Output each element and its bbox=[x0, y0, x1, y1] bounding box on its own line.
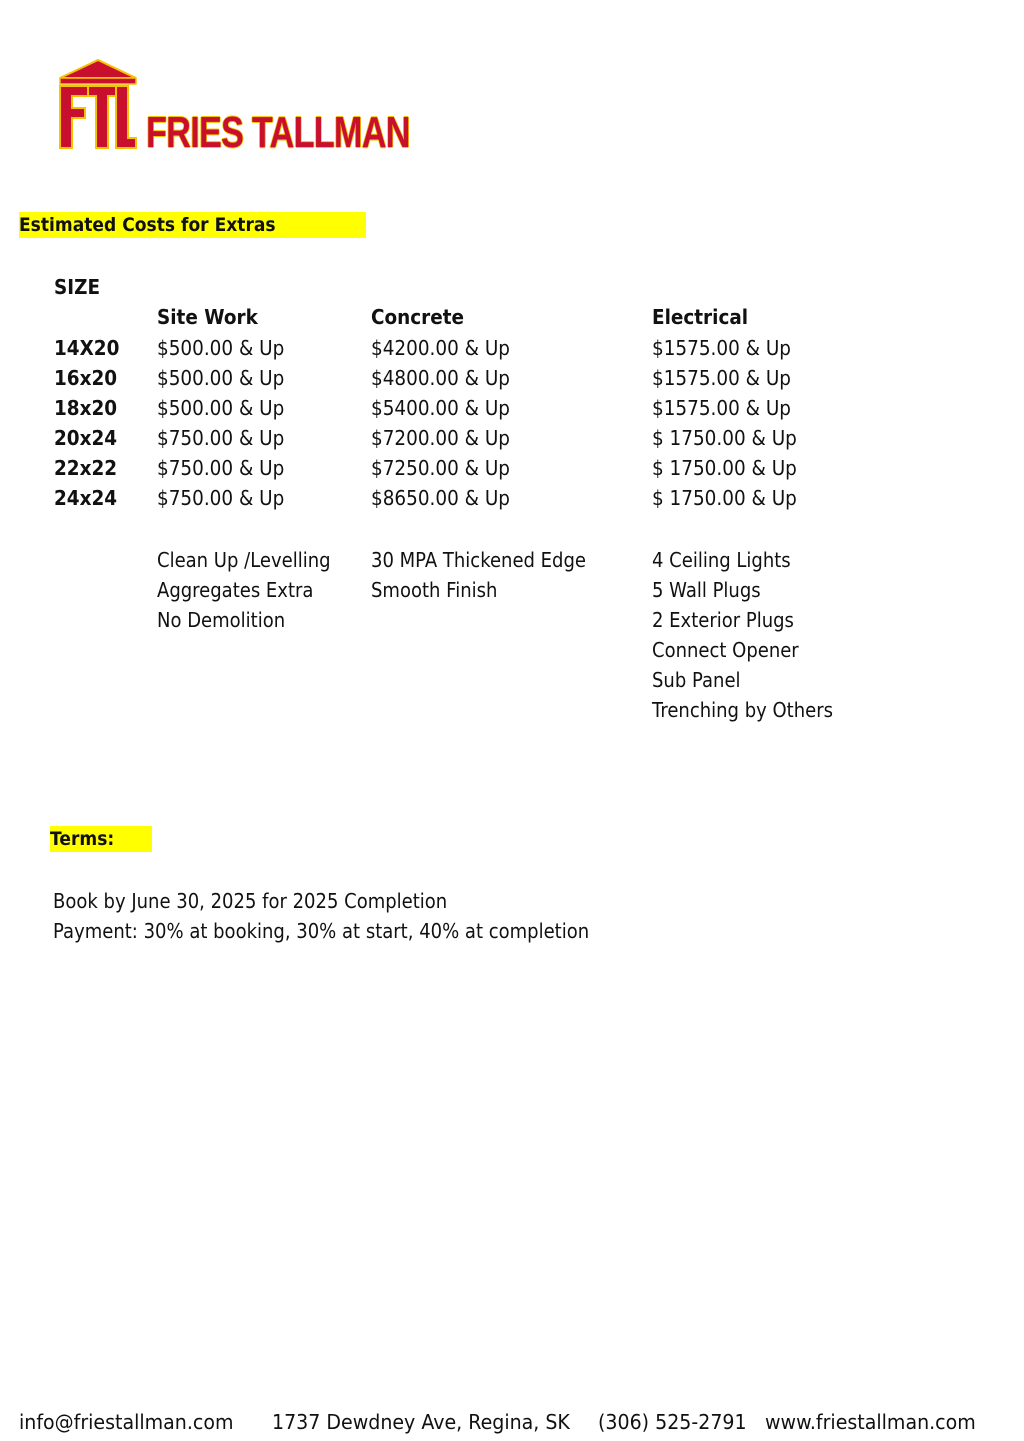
site-work-note: Aggregates Extra bbox=[157, 578, 314, 602]
table-cell-electrical: $ 1750.00 & Up bbox=[652, 426, 797, 450]
table-cell-site-work: $750.00 & Up bbox=[157, 426, 285, 450]
table-row-size: 22x22 bbox=[54, 456, 118, 480]
terms-line: Book by June 30, 2025 for 2025 Completion bbox=[53, 889, 448, 913]
footer-phone: (306) 525-2791 bbox=[598, 1410, 747, 1434]
table-row-size: 16x20 bbox=[54, 366, 118, 390]
site-work-note: Clean Up /Levelling bbox=[157, 548, 331, 572]
table-cell-concrete: $8650.00 & Up bbox=[371, 486, 510, 510]
table-row-size: 24x24 bbox=[54, 486, 118, 510]
column-header-site-work: Site Work bbox=[157, 305, 258, 329]
table-cell-concrete: $7200.00 & Up bbox=[371, 426, 510, 450]
footer-website[interactable]: www.friestallman.com bbox=[765, 1410, 976, 1434]
electrical-note: 5 Wall Plugs bbox=[652, 578, 761, 602]
site-work-note: No Demolition bbox=[157, 608, 286, 632]
electrical-note: 2 Exterior Plugs bbox=[652, 608, 794, 632]
table-cell-site-work: $750.00 & Up bbox=[157, 486, 285, 510]
table-row-size: 14X20 bbox=[54, 336, 120, 360]
table-cell-concrete: $4800.00 & Up bbox=[371, 366, 510, 390]
table-cell-site-work: $750.00 & Up bbox=[157, 456, 285, 480]
page-title bbox=[19, 212, 366, 238]
page-title-text: Estimated Costs for Extras bbox=[19, 214, 276, 236]
footer-email[interactable]: info@friestallman.com bbox=[19, 1410, 234, 1434]
table-cell-concrete: $7250.00 & Up bbox=[371, 456, 510, 480]
table-cell-electrical: $1575.00 & Up bbox=[652, 366, 791, 390]
column-header-electrical: Electrical bbox=[652, 305, 749, 329]
size-header: SIZE bbox=[54, 275, 101, 299]
table-cell-electrical: $ 1750.00 & Up bbox=[652, 486, 797, 510]
table-cell-site-work: $500.00 & Up bbox=[157, 366, 285, 390]
electrical-note: Trenching by Others bbox=[652, 698, 833, 722]
column-header-concrete: Concrete bbox=[371, 305, 464, 329]
table-cell-electrical: $1575.00 & Up bbox=[652, 396, 791, 420]
electrical-note: Sub Panel bbox=[652, 668, 741, 692]
terms-line: Payment: 30% at booking, 30% at start, 40% at completion bbox=[53, 919, 590, 943]
table-cell-concrete: $5400.00 & Up bbox=[371, 396, 510, 420]
electrical-note: 4 Ceiling Lights bbox=[652, 548, 791, 572]
terms-heading bbox=[50, 826, 152, 852]
table-cell-electrical: $ 1750.00 & Up bbox=[652, 456, 797, 480]
electrical-note: Connect Opener bbox=[652, 638, 799, 662]
footer-address: 1737 Dewdney Ave, Regina, SK bbox=[272, 1410, 570, 1434]
table-cell-electrical: $1575.00 & Up bbox=[652, 336, 791, 360]
table-cell-concrete: $4200.00 & Up bbox=[371, 336, 510, 360]
concrete-note: Smooth Finish bbox=[371, 578, 498, 602]
table-row-size: 20x24 bbox=[54, 426, 118, 450]
table-row-size: 18x20 bbox=[54, 396, 118, 420]
concrete-note: 30 MPA Thickened Edge bbox=[371, 548, 586, 572]
logo-wordmark: FRIES TALLMAN bbox=[146, 108, 410, 157]
table-cell-site-work: $500.00 & Up bbox=[157, 396, 285, 420]
table-cell-site-work: $500.00 & Up bbox=[157, 336, 285, 360]
terms-heading-text: Terms: bbox=[50, 828, 115, 850]
